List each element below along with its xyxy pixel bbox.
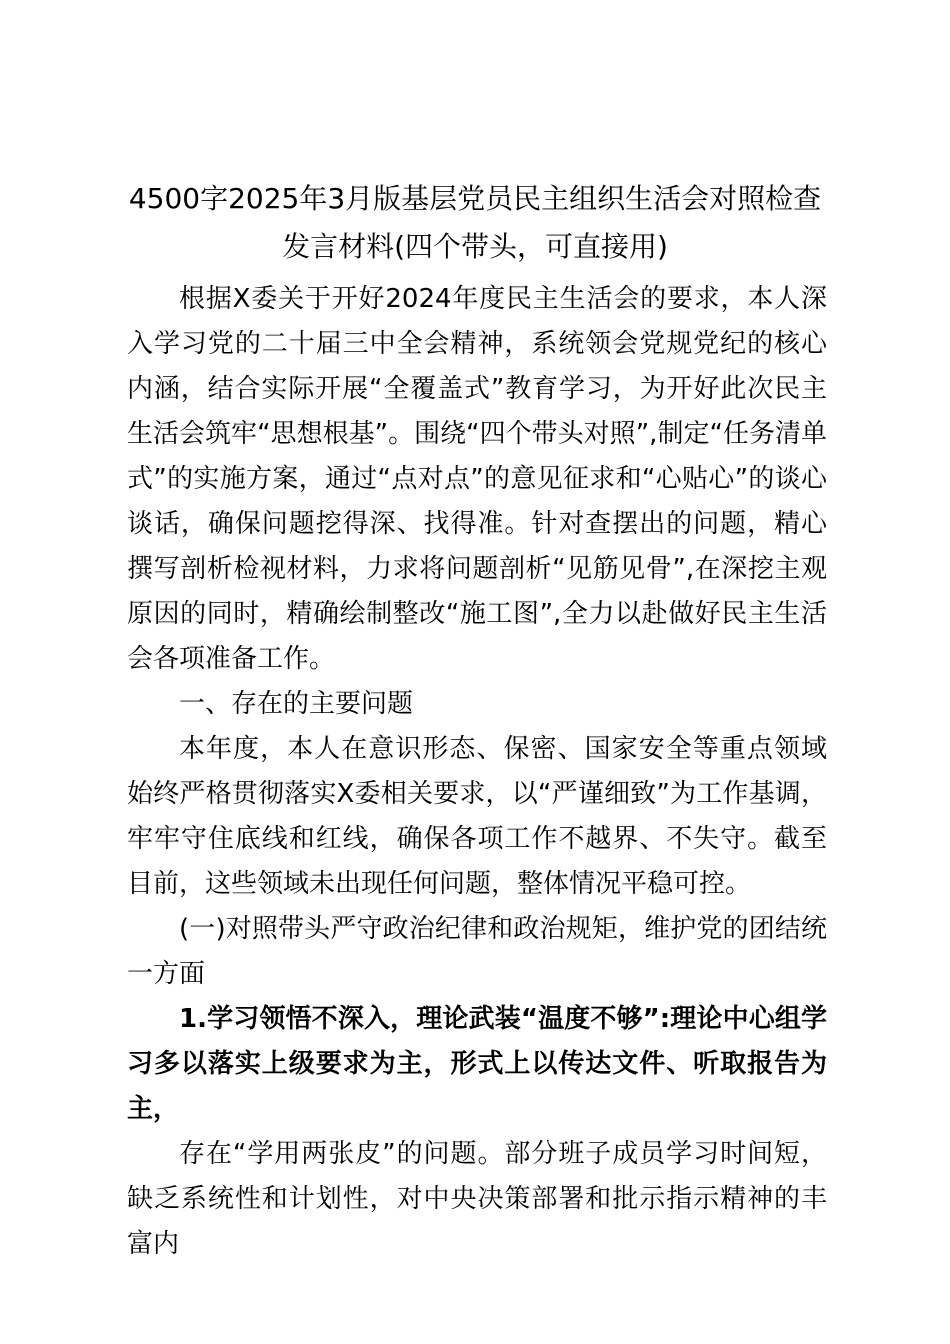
document-title: 4500字2025年3月版基层党员民主组织生活会对照检查发言材料(四个带头，可直接用) — [128, 182, 822, 263]
document-body — [127, 277, 827, 1267]
point-heading-1: 1.学习领悟不深入，理论武装“温度不够”:理论中心组学习多以落实上级要求为主，形式上以传达文件、听取报告为主， — [127, 1004, 827, 1124]
section-heading-problems: 一、存在的主要问题 — [179, 689, 414, 719]
subsection-heading-1: (一)对照带头严守政治纪律和政治规矩，维护党的团结统一方面 — [127, 914, 827, 989]
paragraph-study-issue: 存在“学用两张皮”的问题。部分班子成员学习时间短，缺乏系统性和计划性，对中央决策部署和批示指示精神的丰富内 — [127, 1139, 827, 1259]
paragraph-key-areas: 本年度，本人在意识形态、保密、国家安全等重点领域始终严格贯彻落实X委相关要求，以“严谨细致”为工作基调，牢牢守住底线和红线，确保各项工作不越界、不失守。截至目前，这些领域未出现任何问题，整体情况平稳可控。 — [127, 734, 827, 899]
intro-paragraph: 根据X委关于开好2024年度民主生活会的要求，本人深入学习党的二十届三中全会精神，系统领会党规党纪的核心内涵，结合实际开展“全覆盖式”教育学习，为开好此次民主生活会筑牢“思想根基”。围绕“四个带头对照”,制定“任务清单式”的实施方案，通过“点对点”的意见征求和“心贴心”的谈心谈话，确保问题挖得深、找得准。针对查摆出的问题，精心撰写剖析检视材料，力求将问题剖析“见筋见骨”,在深挖主观原因的同时，精确绘制整改“施工图”,全力以赴做好民主生活会各项准备工作。 — [127, 284, 827, 674]
